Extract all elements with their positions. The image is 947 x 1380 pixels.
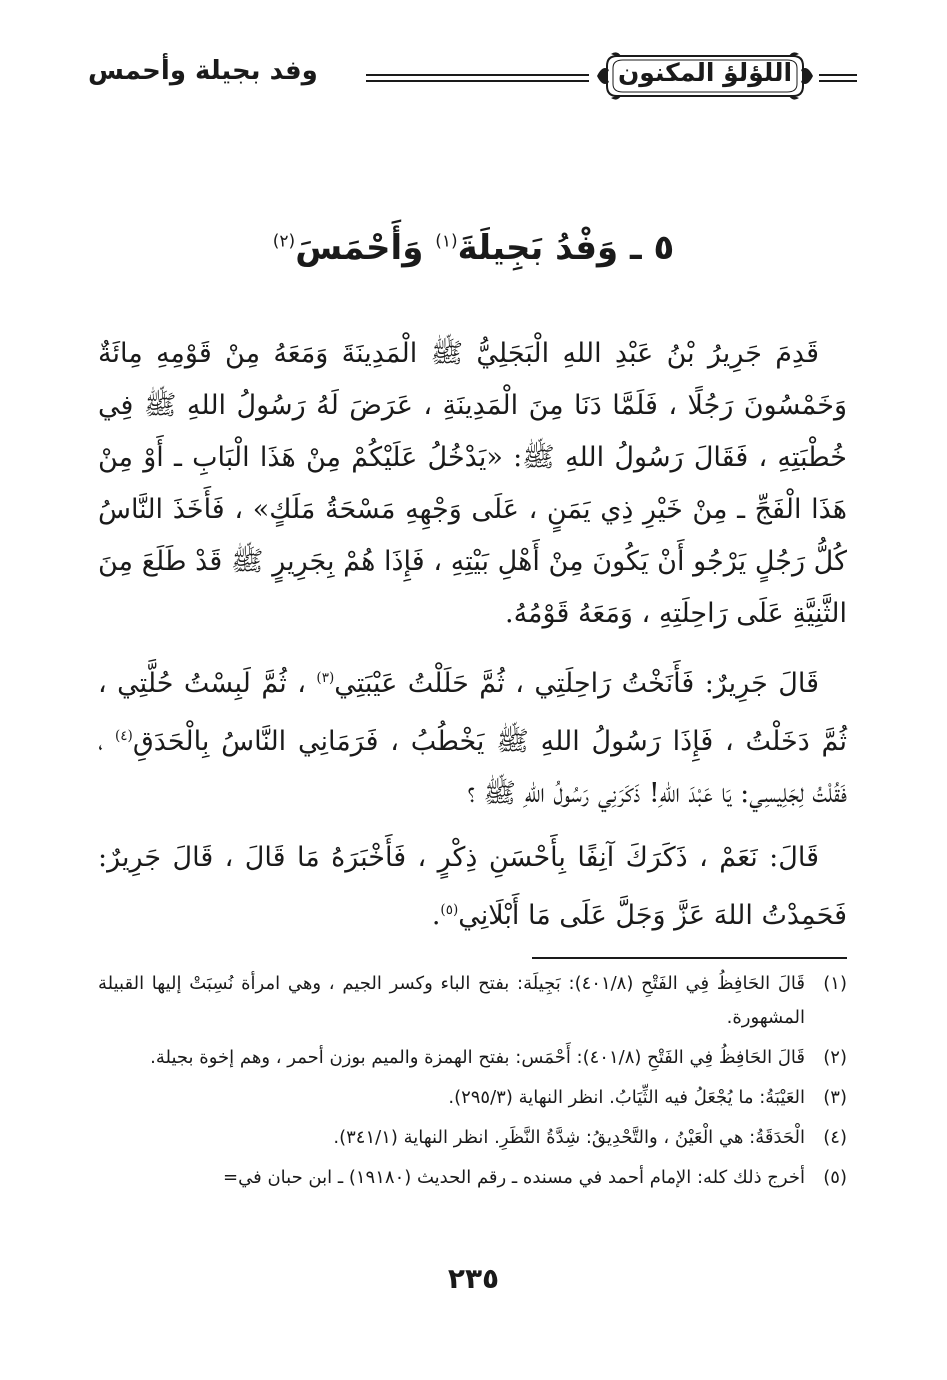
header-rule-right: [819, 50, 857, 102]
paragraph-text: ، فَقُلْتُ لِجَلِيسِي: يَا عَبْدَ اللهِ! ذَكَرَنِي رَسُولُ اللهِ ﷺ ؟: [98, 726, 847, 809]
footnote-ref: (١): [435, 231, 458, 252]
footnote: [98, 1161, 847, 1195]
footnote-ref: (٣): [316, 670, 335, 686]
footnote-ref: (٥): [440, 902, 459, 918]
header-ornament-cartouche: [597, 50, 813, 102]
page-number: ٢٣٥: [447, 1262, 500, 1295]
heading-text-b: وَأَحْمَسَ: [295, 228, 424, 268]
footnote-number: (٥): [823, 1167, 847, 1188]
heading-text-a: وَفْدُ بَجِيلَةَ: [457, 228, 619, 268]
footnote-ref: (٤): [114, 728, 133, 744]
footnote: [98, 1121, 847, 1155]
footnote-number: (٤): [823, 1127, 847, 1148]
section-heading: [0, 228, 947, 268]
footnote-number: (٣): [823, 1087, 847, 1108]
paragraph-text: .: [431, 900, 441, 931]
paragraph-text: قَدِمَ جَرِيرُ بْنُ عَبْدِ اللهِ الْبَجَلِيُّ ﷺ الْمَدِينَةَ وَمَعَهُ مِنْ قَوْمِهِ مِائَةٌ وَخَمْسُونَ رَجُلًا ، فَلَمَّا دَنَا مِنَ الْمَدِينَةِ ، عَرَضَ لَهُ رَسُولُ اللهِ ﷺ فِي خُطْبَتِهِ ، فَقَالَ رَسُولُ اللهِ ﷺ: «يَدْخُلُ عَلَيْكُمْ مِنْ هَذَا الْبَابِ ـ أَوْ مِنْ هَذَا الْفَجِّ ـ مِنْ خَيْرِ ذِي يَمَنٍ ، عَلَى وَجْهِهِ مَسْحَةُ مَلَكٍ» ، فَأَخَذَ النَّاسُ كُلُّ رَجُلٍ يَرْجُو أَنْ يَكُونَ مِنْ أَهْلِ بَيْتِهِ ، فَإِذَا هُمْ بِجَرِيرٍ ﷺ قَدْ طَلَعَ مِنَ الثَّنِيَّةِ عَلَى رَاحِلَتِهِ ، وَمَعَهُ قَوْمُهُ.: [98, 338, 847, 629]
footnote-text: قَالَ الحَافِظُ فِي الفَتْحِ (٤٠١/٨): أَحْمَس: بفتح الهمزة والميم بوزن أحمر ، وهم إخوة بجيلة.: [150, 1047, 805, 1068]
footnote-text: قَالَ الحَافِظُ فِي الفَتْحِ (٤٠١/٨): بَجِيلَة: بفتح الباء وكسر الجيم ، وهي امرأة نُسِبَتْ إليها القبيلة المشهورة.: [98, 973, 806, 1028]
footnote-text: الْحَدَقَةُ: هي الْعَيْنُ ، والتَّحْدِيقُ: شِدَّةُ النَّظَرِ. انظر النهاية (٣٤١/١).: [333, 1127, 805, 1148]
paragraph-text: ، ثُمَّ لَبِسْتُ حُلَّتِي ، ثُمَّ دَخَلْتُ ، فَإِذَا رَسُولُ اللهِ ﷺ يَخْطُبُ ، فَرَمَانِي النَّاسُ بِالْحَدَقِ: [98, 668, 847, 757]
paragraph: [98, 328, 847, 640]
footnote-number: (١): [823, 973, 847, 994]
footnote-text: أخرج ذلك كله: الإمام أحمد في مسنده ـ رقم الحديث (١٩١٨٠) ـ ابن حبان في=: [223, 1167, 805, 1188]
paragraph: [98, 652, 847, 820]
heading-number: ٥ ـ: [629, 228, 675, 268]
body-text: [98, 328, 847, 954]
footnote-text: العَيْبَةُ: ما يُجْعَلُ فيه الثِّيَابُ. انظر النهاية (٢٩٥/٣).: [448, 1087, 805, 1108]
paragraph: [98, 832, 847, 942]
paragraph-text: قَالَ: نَعَمْ ، ذَكَرَكَ آنِفًا بِأَحْسَنِ ذِكْرٍ ، فَأَخْبَرَهُ مَا قَالَ ، قَالَ جَرِيرٌ: فَحَمِدْتُ اللهَ عَزَّ وَجَلَّ عَلَى مَا أَبْلَانِي: [98, 842, 847, 931]
paragraph-text: قَالَ جَرِيرٌ: فَأَنَخْتُ رَاحِلَتِي ، ثُمَّ حَلَلْتُ عَيْبَتِي: [334, 668, 819, 699]
footnote: [98, 967, 847, 1035]
book-title: اللؤلؤ المكنون: [617, 58, 793, 87]
header-rule-left: [366, 50, 589, 102]
footnote-number: (٢): [823, 1047, 847, 1068]
chapter-title: وفد بجيلة وأحمس: [88, 56, 318, 86]
footnote: [98, 1041, 847, 1075]
footnote-separator: [532, 957, 847, 959]
footnotes: [98, 967, 847, 1201]
running-header: [88, 50, 857, 102]
footnote: [98, 1081, 847, 1115]
footnote-ref: (٢): [272, 231, 296, 252]
